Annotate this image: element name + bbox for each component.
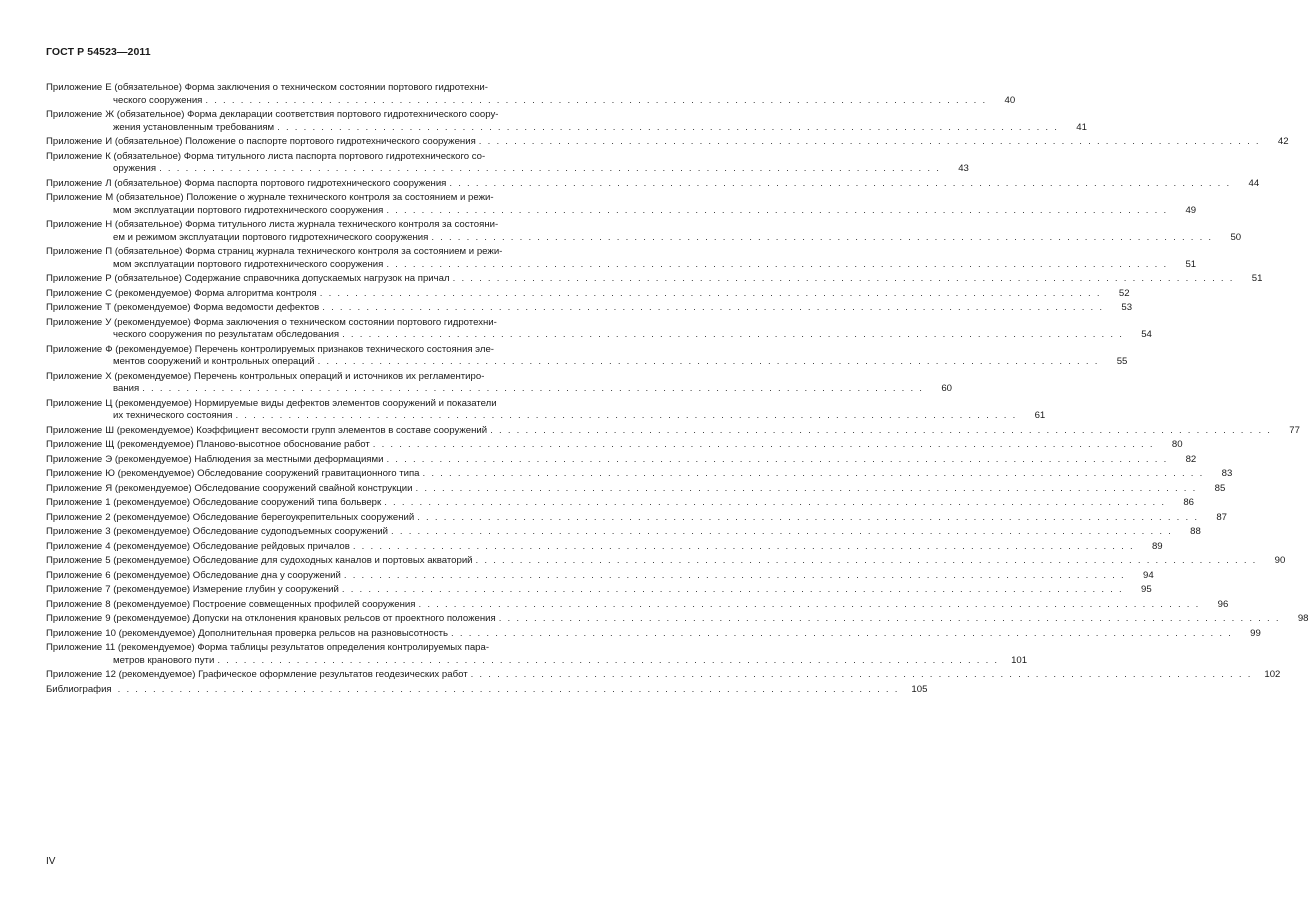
toc-entry-title: Т (рекомендуемое) Форма ведомости дефектов (105, 302, 320, 313)
toc-entry-line (46, 468, 1233, 481)
toc-entry-page: 51 (1185, 258, 1197, 270)
toc-entry[interactable] (46, 424, 1300, 438)
dot-leader (388, 526, 1171, 539)
toc-entry-prefix: Приложение (46, 343, 103, 355)
toc-entry-title: М (обязательное) Положение о журнале технического контроля за состоянием и режи- (105, 192, 494, 203)
toc-entry-line (46, 258, 1197, 272)
toc-entry-prefix: Приложение (46, 287, 103, 299)
toc-entry-prefix: Приложение (46, 302, 103, 313)
table-of-contents (46, 82, 1309, 698)
toc-entry-line (46, 439, 1183, 452)
toc-entry[interactable] (46, 642, 1028, 667)
toc-entry-page: 44 (1248, 177, 1260, 189)
toc-entry-prefix: Приложение (46, 316, 103, 328)
toc-entry-title: мом эксплуатации портового гидротехнического сооружения (113, 258, 384, 270)
toc-entry-prefix: Приложение (46, 397, 103, 409)
toc-entry[interactable] (46, 343, 1128, 369)
toc-entry-line (46, 163, 969, 176)
toc-entry-line (46, 598, 1229, 612)
toc-entry-prefix: Приложение (46, 273, 103, 284)
toc-entry-line (46, 613, 1309, 626)
toc-entry-prefix: Приложение (46, 669, 103, 680)
toc-entry[interactable] (46, 177, 1260, 191)
toc-entry-line (46, 569, 1154, 583)
toc-entry[interactable] (46, 468, 1233, 481)
toc-entry-page: 52 (1118, 287, 1130, 299)
toc-entry[interactable] (46, 150, 969, 176)
toc-entry-prefix: Приложение (46, 246, 103, 257)
toc-entry-line (46, 246, 583, 259)
toc-entry[interactable] (46, 82, 1016, 107)
toc-entry[interactable] (46, 569, 1154, 583)
toc-entry-line (46, 584, 1152, 597)
dot-leader (448, 628, 1231, 641)
toc-entry-title: Щ (рекомендуемое) Планово-высотное обоснование работ (105, 439, 370, 450)
dot-leader (350, 541, 1133, 554)
toc-entry-line (46, 219, 583, 232)
dot-leader (339, 584, 1122, 597)
toc-entry-page: 86 (1183, 497, 1195, 508)
toc-entry-title: ментов сооружений и контрольных операций (113, 356, 315, 367)
toc-entry[interactable] (46, 136, 1289, 149)
toc-entry[interactable] (46, 482, 1226, 496)
toc-entry-line (46, 82, 583, 95)
toc-entry-title: 3 (рекомендуемое) Обследование судоподъемных сооружений (105, 526, 389, 537)
toc-entry-title: вания (113, 383, 140, 394)
dot-leader (446, 178, 1229, 191)
toc-entry-prefix: Приложение (46, 627, 103, 639)
toc-entry-line (46, 109, 583, 122)
toc-entry[interactable] (46, 584, 1152, 597)
toc-entry-page: 77 (1289, 424, 1300, 436)
toc-entry[interactable] (46, 627, 1261, 641)
toc-entry-prefix: Приложение (46, 497, 103, 508)
toc-entry-page: 42 (1277, 136, 1289, 147)
dot-leader (339, 329, 1122, 342)
toc-entry-page: 85 (1214, 482, 1226, 494)
dot-leader (315, 356, 1098, 369)
toc-entry-prefix: Приложение (46, 540, 103, 552)
dot-leader (139, 383, 922, 396)
toc-entry-page: 90 (1274, 555, 1286, 566)
dot-leader (381, 497, 1164, 510)
toc-entry[interactable] (46, 219, 1242, 244)
toc-entry-title: 2 (рекомендуемое) Обследование берегоукрепительных сооружений (105, 511, 415, 523)
toc-entry-title: метров кранового пути (113, 654, 215, 666)
toc-entry[interactable] (46, 555, 1286, 568)
toc-entry[interactable] (46, 316, 1152, 342)
toc-entry[interactable] (46, 497, 1195, 510)
toc-entry[interactable] (46, 302, 1133, 315)
toc-entry[interactable] (46, 598, 1229, 612)
toc-entry-line (46, 627, 1261, 641)
toc-entry-title: 10 (рекомендуемое) Дополнительная проверка рельсов на разновысотность (105, 627, 449, 639)
toc-entry-title: Ж (обязательное) Форма декларации соответствия портового гидротехнического соору- (105, 109, 499, 120)
dot-leader (383, 454, 1166, 467)
toc-entry-page: 83 (1221, 468, 1233, 479)
toc-entry-title: 5 (рекомендуемое) Обследование для судоходных каналов и портовых акваторий (105, 555, 473, 566)
toc-entry[interactable] (46, 511, 1228, 525)
toc-entry-title: ческого сооружения (113, 94, 203, 106)
toc-entry-page: 82 (1185, 453, 1197, 465)
dot-leader (232, 410, 1015, 423)
toc-entry-title: 12 (рекомендуемое) Графическое оформление результатов геодезических работ (105, 669, 468, 680)
toc-entry-title: Я (рекомендуемое) Обследование сооружений свайной конструкции (105, 482, 413, 494)
toc-entry-line (46, 151, 583, 164)
dot-leader (383, 259, 1166, 272)
toc-entry-title: жения установленным требованиям (113, 121, 275, 133)
toc-entry-line (46, 329, 1152, 342)
toc-entry-title: Н (обязательное) Форма титульного листа журнала технического контроля за состояни- (105, 219, 499, 230)
toc-entry-line (46, 121, 1087, 135)
toc-entry-line (46, 398, 583, 411)
toc-entry-line (46, 204, 1197, 218)
toc-entry-line (46, 482, 1226, 496)
toc-entry-line (46, 453, 1197, 467)
toc-entry-prefix: Приложение (46, 150, 103, 162)
toc-entry-prefix: Приложение (46, 511, 103, 523)
toc-entry-prefix: Приложение (46, 598, 103, 610)
toc-entry-prefix: Приложение (46, 136, 103, 147)
toc-entry-title: Р (обязательное) Содержание справочника допускаемых нагрузок на причал (105, 273, 450, 284)
dot-leader (420, 468, 1203, 481)
toc-entry-title: ческого сооружения по результатам обследования (113, 329, 340, 340)
dot-leader (115, 684, 898, 697)
toc-entry-page: 101 (1011, 654, 1028, 666)
toc-entry[interactable] (46, 273, 1263, 286)
dot-leader (202, 95, 985, 108)
toc-entry-page: 87 (1216, 511, 1228, 523)
toc-entry-page: 41 (1076, 121, 1087, 133)
toc-entry-title: Х (рекомендуемое) Перечень контрольных операций и источников их регламентиро- (105, 370, 485, 382)
toc-entry-line (46, 177, 1260, 191)
toc-entry-page: 94 (1143, 569, 1154, 581)
toc-entry-page: 60 (941, 383, 952, 394)
toc-entry-line (46, 540, 1163, 554)
toc-entry-prefix: Приложение (46, 82, 103, 93)
toc-entry-line (46, 192, 583, 205)
toc-entry-prefix: Приложение (46, 468, 103, 479)
toc-entry-page: 95 (1141, 584, 1152, 595)
toc-entry[interactable] (46, 439, 1183, 452)
toc-entry[interactable] (46, 526, 1201, 539)
dot-leader (214, 655, 997, 668)
toc-entry[interactable] (46, 246, 1197, 271)
dot-leader (473, 555, 1256, 568)
toc-entry-title: 7 (рекомендуемое) Измерение глубин у сооружений (105, 584, 339, 595)
toc-entry-page: 43 (958, 163, 969, 174)
toc-entry-title: ем и режимом эксплуатации портового гидротехнического сооружения (113, 231, 429, 243)
dot-leader (317, 288, 1100, 301)
toc-entry-prefix: Приложение (46, 453, 103, 465)
toc-entry-line (46, 497, 1195, 510)
toc-entry-line (46, 642, 583, 655)
toc-entry-line (46, 371, 583, 384)
toc-entry[interactable] (46, 192, 1197, 217)
dot-leader (487, 425, 1270, 438)
toc-entry-line (46, 526, 1201, 539)
toc-entry-line (46, 136, 1289, 149)
toc-entry-page: 51 (1251, 273, 1263, 284)
page-number: IV (46, 856, 56, 867)
toc-entry-page: 102 (1264, 669, 1281, 680)
toc-entry-title: Ф (рекомендуемое) Перечень контролируемых признаков технического состояния эле- (105, 343, 494, 355)
toc-entry-prefix: Приложение (46, 642, 103, 653)
toc-entry-page: 49 (1185, 204, 1197, 216)
toc-entry-prefix: Приложение (46, 109, 103, 120)
toc-entry-title: У (рекомендуемое) Форма заключения о техническом состоянии портового гидротехни- (105, 316, 497, 328)
toc-entry-page: 55 (1116, 356, 1128, 367)
toc-entry-prefix: Приложение (46, 424, 103, 436)
toc-entry-title: их технического состояния (113, 410, 233, 421)
toc-entry-title: 4 (рекомендуемое) Обследование рейдовых причалов (105, 540, 350, 552)
toc-entry-line (46, 511, 1228, 525)
toc-entry-title: П (обязательное) Форма страниц журнала технического контроля за состоянием и режи- (105, 246, 503, 257)
toc-entry-page: 99 (1250, 627, 1261, 639)
toc-entry-page: 80 (1171, 439, 1183, 450)
dot-leader (428, 232, 1211, 245)
toc-entry-line (46, 356, 1128, 369)
toc-entry-page: 54 (1141, 329, 1152, 340)
toc-entry[interactable] (46, 683, 928, 697)
toc-entry-page: 40 (1004, 94, 1016, 106)
toc-entry-title: 11 (рекомендуемое) Форма таблицы результатов определения контролируемых пара- (105, 642, 490, 653)
toc-entry[interactable] (46, 453, 1197, 467)
dot-leader (450, 273, 1233, 286)
toc-entry-title: Е (обязательное) Форма заключения о техническом состоянии портового гидротехни- (105, 82, 488, 93)
toc-entry-title: Ю (рекомендуемое) Обследование сооружений гравитационного типа (105, 468, 420, 479)
toc-entry-page: 96 (1217, 598, 1229, 610)
dot-leader (341, 570, 1124, 583)
toc-entry[interactable] (46, 669, 1281, 682)
toc-entry-prefix: Приложение (46, 192, 103, 203)
toc-entry-title: оружения (113, 163, 157, 174)
toc-entry-title: Л (обязательное) Форма паспорта портового гидротехнического сооружения (105, 177, 447, 189)
toc-entry-prefix: Приложение (46, 439, 103, 450)
toc-entry[interactable] (46, 109, 1087, 134)
dot-leader (415, 599, 1198, 612)
toc-entry-page: 105 (911, 683, 928, 695)
toc-entry-prefix: Приложение (46, 569, 103, 581)
toc-entry-title: С (рекомендуемое) Форма алгоритма контроля (105, 287, 317, 299)
toc-entry-line (46, 424, 1300, 438)
toc-entry-page: 61 (1034, 410, 1046, 421)
toc-entry[interactable] (46, 540, 1163, 554)
toc-entry-line (46, 287, 1130, 301)
toc-entry-line (46, 302, 1133, 315)
toc-entry-page: 53 (1121, 302, 1133, 313)
toc-entry-prefix: Приложение (46, 370, 103, 382)
toc-entry-line (46, 273, 1263, 286)
dot-leader (383, 205, 1166, 218)
toc-entry-line (46, 410, 1046, 423)
toc-entry-title: 1 (рекомендуемое) Обследование сооружений типа больверк (105, 497, 382, 508)
toc-entry-prefix: Приложение (46, 584, 103, 595)
dot-leader (156, 163, 939, 176)
dot-leader (414, 512, 1197, 525)
toc-entry-line (46, 683, 928, 697)
toc-entry[interactable] (46, 613, 1309, 626)
toc-entry-prefix: Приложение (46, 555, 103, 566)
toc-entry-prefix: Приложение (46, 613, 103, 624)
standard-designation: ГОСТ Р 54523—2011 (46, 46, 151, 58)
toc-entry-page: 50 (1230, 231, 1242, 243)
toc-entry-prefix: Приложение (46, 177, 103, 189)
toc-entry-prefix: Библиография (46, 683, 112, 695)
toc-entry-line (46, 555, 1286, 568)
toc-entry-prefix: Приложение (46, 526, 103, 537)
dot-leader (274, 122, 1057, 135)
toc-entry-title: Э (рекомендуемое) Наблюдения за местными деформациями (105, 453, 384, 465)
toc-entry-title: К (обязательное) Форма титульного листа паспорта портового гидротехнического со- (105, 150, 486, 162)
toc-entry[interactable] (46, 397, 1046, 423)
toc-entry-line (46, 344, 583, 357)
toc-entry-line (46, 669, 1281, 682)
toc-entry-title: Ш (рекомендуемое) Коэффициент весомости групп элементов в составе сооружений (105, 424, 488, 436)
toc-entry-line (46, 383, 952, 396)
toc-entry-prefix: Приложение (46, 482, 103, 494)
toc-entry-page: 98 (1297, 613, 1309, 624)
dot-leader (370, 439, 1153, 452)
toc-entry-line (46, 317, 583, 330)
toc-entry-page: 89 (1151, 540, 1163, 552)
toc-entry[interactable] (46, 287, 1130, 301)
toc-entry-title: мом эксплуатации портового гидротехнического сооружения (113, 204, 384, 216)
dot-leader (496, 613, 1279, 626)
dot-leader (319, 302, 1102, 315)
toc-entry-line (46, 231, 1242, 245)
toc-entry-prefix: Приложение (46, 219, 103, 230)
toc-entry-title: Ц (рекомендуемое) Нормируемые виды дефектов элементов сооружений и показатели (105, 397, 497, 409)
dot-leader (476, 136, 1259, 149)
toc-entry-title: И (обязательное) Положение о паспорте портового гидротехнического сооружения (105, 136, 476, 147)
toc-entry-line (46, 654, 1028, 668)
dot-leader (468, 669, 1251, 682)
toc-entry[interactable] (46, 370, 952, 396)
toc-entry-page: 88 (1190, 526, 1201, 537)
dot-leader (413, 483, 1196, 496)
toc-entry-title: 8 (рекомендуемое) Построение совмещенных профилей сооружения (105, 598, 416, 610)
toc-entry-line (46, 94, 1016, 108)
toc-entry-title: 6 (рекомендуемое) Обследование дна у сооружений (105, 569, 341, 581)
toc-entry-title: 9 (рекомендуемое) Допуски на отклонения крановых рельсов от проектного положения (105, 613, 496, 624)
